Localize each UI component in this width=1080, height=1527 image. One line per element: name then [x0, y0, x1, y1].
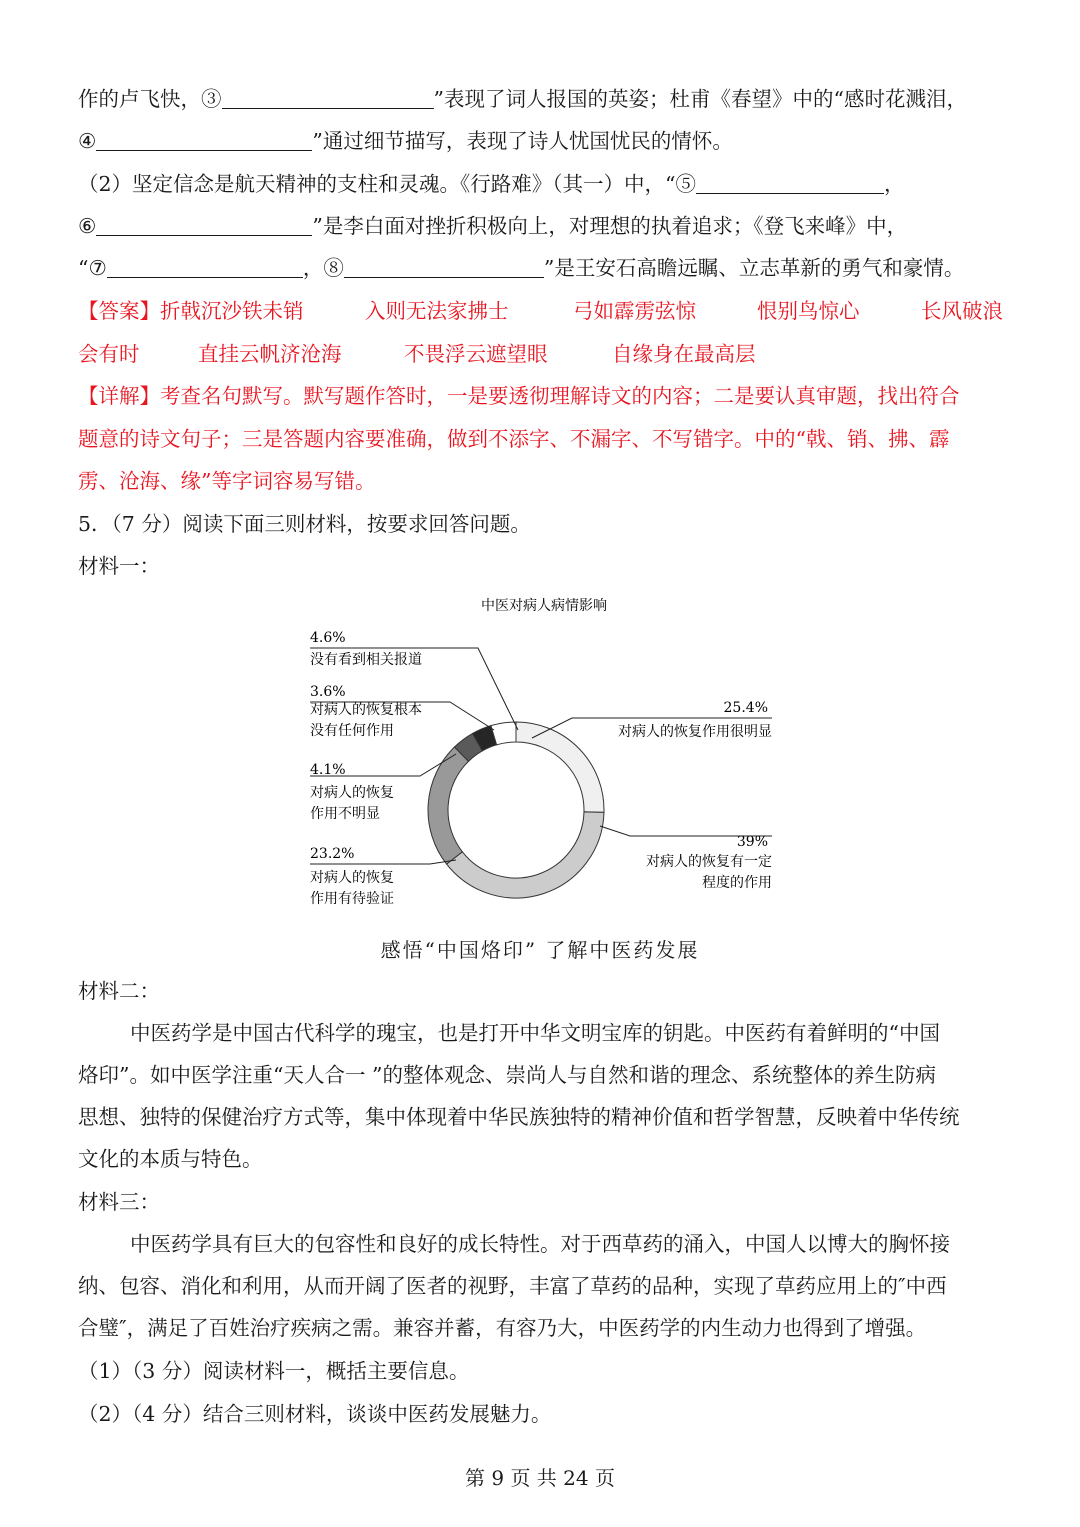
answer-item: 折戟沉沙铁未销 — [160, 299, 304, 323]
slice-5-label-line-1: 对病人的恢复根本 — [310, 702, 422, 718]
answer-item: 长风破浪 — [921, 299, 1003, 323]
material-3-label: 材料三： — [78, 1190, 160, 1214]
slice-4-label-line-1: 对病人的恢复 — [310, 785, 394, 801]
answer-item: 恨别鸟惊心 — [757, 299, 860, 323]
slice-1-pct: 25.4% — [723, 700, 768, 716]
answer-item: 弓如霹雳弦惊 — [573, 299, 696, 323]
material-2-line-4: 文化的本质与特色。 — [78, 1147, 263, 1171]
blank-7 — [107, 257, 303, 278]
answer-item: 会有时 — [78, 342, 140, 366]
slice-1-label: 对病人的恢复作用很明显 — [618, 724, 772, 740]
blank-6 — [96, 215, 312, 236]
slice-3-label-line-2: 作用有待验证 — [310, 891, 394, 907]
text-segment: ”通过细节描写，表现了诗人忧国忧民的情怀。 — [312, 129, 733, 153]
page-footer: 第 9 页 共 24 页 — [465, 1466, 615, 1490]
slice-2-label-line-1: 对病人的恢复有一定 — [646, 854, 772, 870]
slice-5-label-line-2: 没有任何作用 — [310, 723, 394, 739]
slice-2-label-line-2: 程度的作用 — [702, 875, 772, 891]
slice-6-label: 没有看到相关报道 — [310, 652, 422, 668]
fill-line-1 — [78, 84, 1008, 114]
text-segment: ，⑧ — [302, 256, 344, 280]
blank-5 — [696, 173, 884, 194]
blank-3 — [222, 88, 434, 109]
material-2-line-1: 中医药学是中国古代科学的瑰宝，也是打开中华文明宝库的钥匙。中医药有着鲜明的“中国 — [130, 1021, 940, 1045]
text-segment: ”是李白面对挫折积极向上，对理想的执着追求；《登飞来峰》中， — [312, 214, 908, 238]
material-1-label: 材料一： — [78, 554, 160, 578]
detail-text: 考查名句默写。默写题作答时，一是要透彻理解诗文的内容；二是要认真审题，找出符合 — [160, 384, 960, 408]
chart-title: 中医对病人病情影响 — [481, 598, 607, 614]
slice-3-pct: 23.2% — [310, 846, 355, 862]
detail-line-1 — [78, 381, 1008, 411]
slice-2-pct: 39% — [736, 834, 768, 850]
question-5-heading: 5．（7 分）阅读下面三则材料，按要求回答问题。 — [78, 512, 531, 536]
chart-caption: 感悟“中国烙印” 了解中医药发展 — [380, 938, 700, 962]
donut-slice-2 — [447, 812, 604, 898]
text-segment: ”表现了词人报国的英姿；杜甫《春望》中的“感时花溅泪， — [433, 87, 967, 111]
text-segment: （2）坚定信念是航天精神的支柱和灵魂。《行路难》（其一）中，“⑤ — [78, 172, 697, 196]
text-segment: ⑥ — [78, 214, 97, 238]
detail-line-2: 题意的诗文句子；三是答题内容要准确，做到不添字、不漏字、不写错字。中的“戟、销、拂、霹 — [78, 427, 950, 451]
slice-5-pct: 3.6% — [310, 684, 346, 700]
material-3-line-1: 中医药学具有巨大的包容性和良好的成长特性。对于西草药的涌入，中国人以博大的胸怀接 — [130, 1232, 950, 1256]
slice-4-pct: 4.1% — [310, 762, 346, 778]
material-3-line-2: 纳、包容、消化和利用，从而开阔了医者的视野，丰富了草药的品种，实现了草药应用上的″中西 — [78, 1274, 947, 1298]
material-2-line-2: 烙印”。如中医学注重“天人合一 ”的整体观念、崇尚人与自然和谐的理念、系统整体的养生防病 — [78, 1063, 936, 1087]
text-segment: ④ — [78, 129, 97, 153]
donut-slice-1 — [516, 722, 604, 812]
answer-row-2 — [78, 339, 1008, 369]
blank-8 — [344, 257, 544, 278]
material-2-line-3: 思想、独特的保健治疗方式等，集中体现着中华民族独特的精神价值和哲学智慧，反映着中华传统 — [78, 1105, 960, 1129]
fill-line-5 — [78, 253, 1008, 283]
donut-slice-3 — [428, 747, 468, 864]
answer-row-1 — [78, 296, 1008, 326]
slice-3-label-line-1: 对病人的恢复 — [310, 870, 394, 886]
text-segment: ， — [884, 172, 905, 196]
answer-label: 【答案】 — [78, 299, 160, 323]
material-2-label: 材料二： — [78, 979, 160, 1003]
blank-4 — [96, 130, 312, 151]
fill-line-2 — [78, 126, 1008, 156]
text-segment: 作的卢飞快，③ — [78, 87, 222, 111]
slice-4-label-line-2: 作用不明显 — [310, 806, 380, 822]
material-3-line-3: 合璧″，满足了百姓治疗疾病之需。兼容并蓄，有容乃大，中医药学的内生动力也得到了增强。 — [78, 1316, 927, 1340]
answer-item: 直挂云帆济沧海 — [198, 342, 342, 366]
chart-slices — [428, 722, 604, 898]
sub-question-1: （1）（3 分）阅读材料一，概括主要信息。 — [78, 1359, 470, 1383]
detail-line-3: 雳、沧海、缘”等字词容易写错。 — [78, 469, 376, 493]
answer-item: 不畏浮云遮望眼 — [404, 342, 548, 366]
sub-question-2: （2）（4 分）结合三则材料，谈谈中医药发展魅力。 — [78, 1402, 552, 1426]
answer-item: 自缘身在最高层 — [612, 342, 756, 366]
answer-item: 入则无法家拂士 — [365, 299, 509, 323]
donut-chart — [290, 590, 810, 920]
fill-line-4 — [78, 211, 1008, 241]
chart-leader-lines — [310, 648, 772, 864]
text-segment: “⑦ — [78, 256, 107, 280]
text-segment: ”是王安石高瞻远瞩、立志革新的勇气和豪情。 — [543, 256, 965, 280]
fill-line-3 — [78, 169, 1008, 199]
slice-6-pct: 4.6% — [310, 630, 346, 646]
detail-label: 【详解】 — [78, 384, 160, 408]
